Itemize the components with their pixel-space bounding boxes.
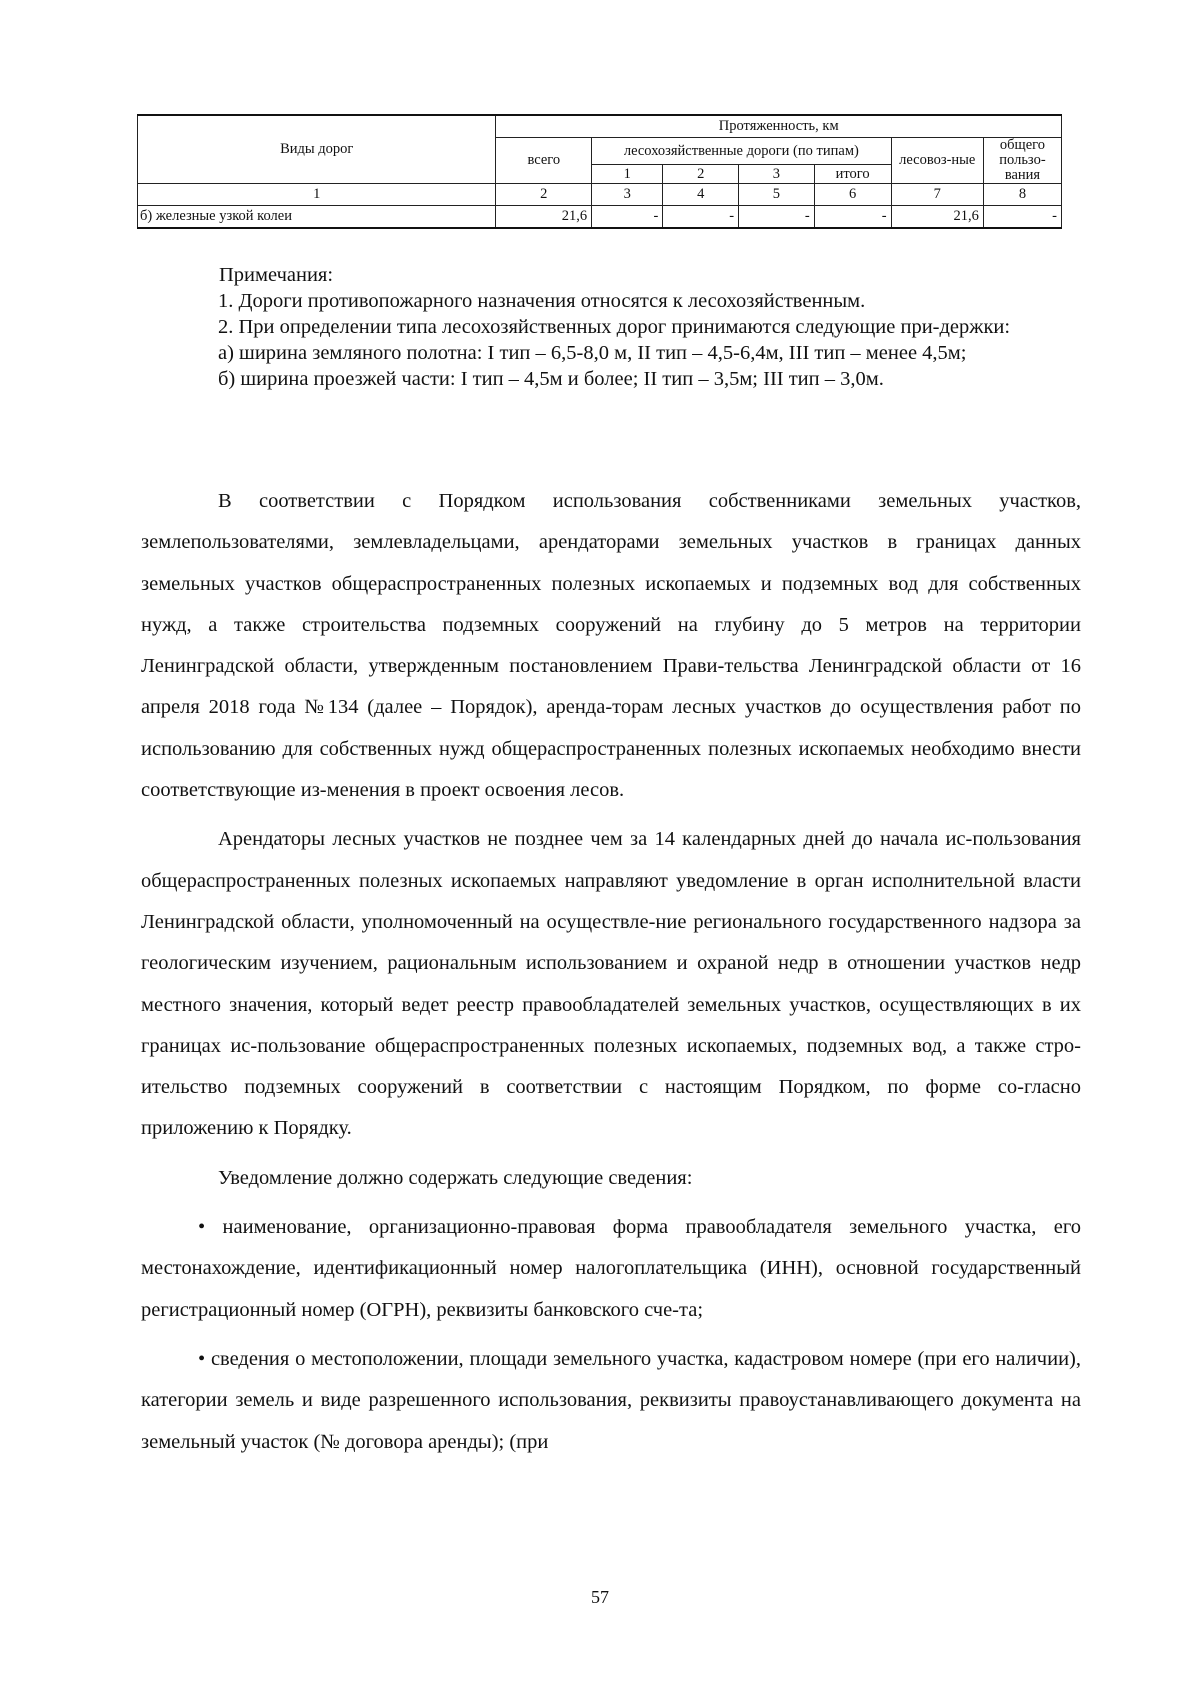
col-number: 8 xyxy=(983,184,1061,206)
header-length-group: Протяженность, км xyxy=(496,115,1062,138)
roads-length-table xyxy=(137,114,1062,229)
col-number: 2 xyxy=(496,184,592,206)
paragraph: Уведомление должно содержать следующие сведения: xyxy=(218,1166,693,1189)
table-row xyxy=(138,206,1062,229)
cell-type-total: - xyxy=(814,206,891,229)
row-name: б) железные узкой колеи xyxy=(138,206,496,229)
table-notes xyxy=(141,262,1081,392)
header-type-3: 3 xyxy=(739,165,815,184)
header-total: всего xyxy=(496,138,592,184)
notes-heading: Примечания: xyxy=(219,264,334,286)
col-number: 5 xyxy=(739,184,815,206)
column-numbers-row xyxy=(138,184,1062,206)
col-number: 6 xyxy=(814,184,891,206)
header-road-types: Виды дорог xyxy=(138,115,496,184)
paragraph: Арендаторы лесных участков не позднее чем за 14 календарных дней до начала ис-пользования общераспространенных полезных ископаемых направляют уведомление в орган исполнительной власти Ленинградской области, уполномоченный на осуществле-ние регионального государственного надзора за геологическим изучением, рациональным использованием и охраной недр в отношении участков недр местного значения, который ведет реестр правообладателей земельных участков, осуществляющих в их границах ис-пользование общераспространенных полезных ископаемых, подземных вод, а также стро-ительство подземных сооружений в соответствии с настоящим Порядком, по форме со-гласно приложению к Порядку. xyxy=(141,828,1081,1140)
col-number: 3 xyxy=(592,184,663,206)
note-item: 2. При определении типа лесохозяйственных дорог принимаются следующие при-держки: xyxy=(218,316,1011,338)
header-forest-roads: лесохозяйственные дороги (по типам) xyxy=(592,138,891,165)
col-number: 1 xyxy=(138,184,496,206)
paragraph: В соответствии с Порядком использования собственниками земельных участков, землепользователями, землевладельцами, арендаторами земельных участков в границах данных земельных участков общераспространенных полезных ископаемых и подземных вод для собственных нужд, а также строительства подземных сооружений на глубину до 5 метров на территории Ленинградской области, утвержденным постановлением Прави-тельства Ленинградской области от 16 апреля 2018 года №134 (далее – Порядок), аренда-торам лесных участков до осуществления работ по использованию для собственных нужд общераспространенных полезных ископаемых необходимо внести соответствующие из-менения в проект освоения лесов. xyxy=(141,490,1081,802)
cell-type-1: - xyxy=(592,206,663,229)
header-type-1: 1 xyxy=(592,165,663,184)
note-item: а) ширина земляного полотна: I тип – 6,5-8,0 м, II тип – 4,5-6,4м, III тип – менее 4,5м; xyxy=(218,342,967,364)
header-type-total: итого xyxy=(814,165,891,184)
header-type-2: 2 xyxy=(663,165,739,184)
note-item: 1. Дороги противопожарного назначения относятся к лесохозяйственным. xyxy=(218,290,866,312)
cell-logging: 21,6 xyxy=(891,206,983,229)
note-item: б) ширина проезжей части: I тип – 4,5м и более; II тип – 3,5м; III тип – 3,0м. xyxy=(218,368,884,390)
bullet-item: • сведения о местоположении, площади земельного участка, кадастровом номере (при его наличии), категории земель и виде разрешенного использования, реквизиты правоустанавливающего документа на земельный участок (№ договора аренды); (при xyxy=(141,1347,1081,1453)
cell-type-3: - xyxy=(739,206,815,229)
cell-total: 21,6 xyxy=(496,206,592,229)
bullet-item: • наименование, организационно-правовая форма правообладателя земельного участка, его местонахождение, идентификационный номер налогоплательщика (ИНН), основной государственный регистрационный номер (ОГРН), реквизиты банковского сче-та; xyxy=(141,1216,1081,1321)
header-logging-roads: лесовоз-ные xyxy=(891,138,983,184)
cell-public: - xyxy=(983,206,1061,229)
page-number: 57 xyxy=(591,1587,609,1607)
col-number: 7 xyxy=(891,184,983,206)
document-body xyxy=(141,481,1081,1471)
header-public-roads: общего пользо-вания xyxy=(983,138,1061,184)
col-number: 4 xyxy=(663,184,739,206)
cell-type-2: - xyxy=(663,206,739,229)
